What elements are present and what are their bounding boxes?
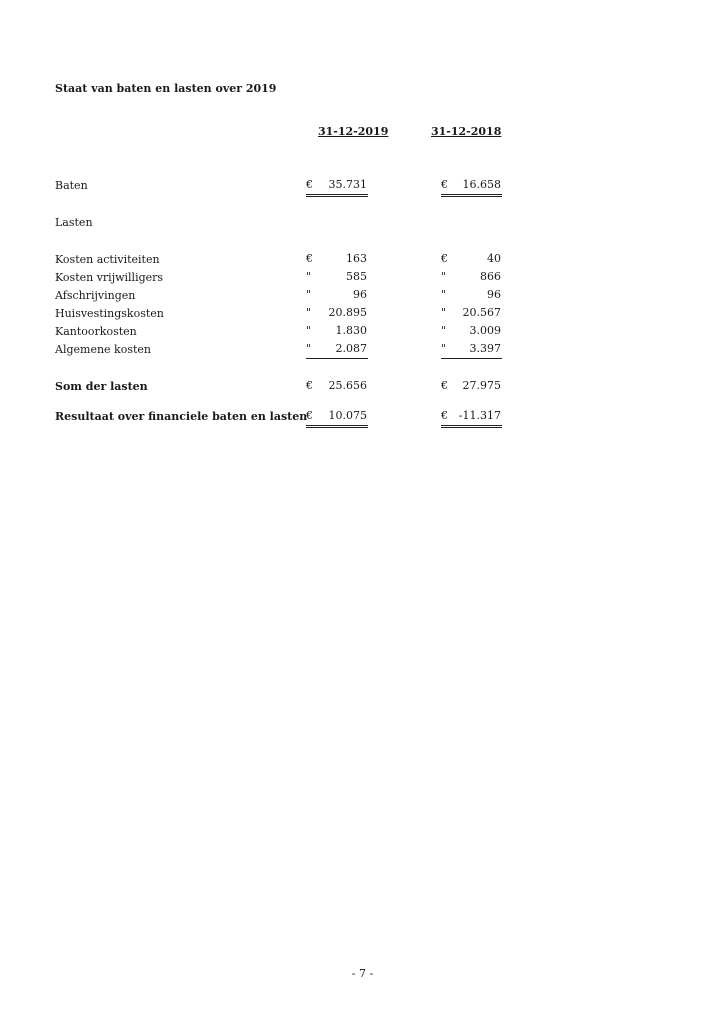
value-cell-2019 — [306, 379, 368, 395]
currency-symbol: € — [441, 409, 448, 422]
row-label: Som der lasten — [55, 380, 148, 393]
amount: 25.656 — [328, 379, 367, 392]
value-cell-2018 — [441, 252, 502, 268]
value-cell-2019 — [306, 252, 368, 268]
amount: 3.397 — [469, 342, 501, 355]
value-cell-2019 — [306, 324, 368, 340]
value-cell-2018 — [441, 288, 502, 304]
amount: 585 — [346, 270, 367, 283]
column-header-2018: 31-12-2018 — [431, 125, 502, 138]
currency-symbol: € — [441, 178, 448, 191]
value-cell-2018 — [441, 342, 502, 359]
amount: 2.087 — [335, 342, 367, 355]
row-label: Algemene kosten — [55, 343, 151, 356]
ditto-mark: " — [441, 324, 447, 337]
value-cell-2018 — [441, 270, 502, 286]
amount: 20.567 — [462, 306, 501, 319]
value-cell-2019 — [306, 178, 368, 197]
value-cell-2018 — [441, 379, 502, 395]
page-number: - 7 - — [351, 967, 374, 980]
currency-symbol: € — [306, 409, 313, 422]
row-label: Huisvestingskosten — [55, 307, 164, 320]
amount: 163 — [346, 252, 367, 265]
ditto-mark: " — [306, 324, 312, 337]
row-label: Kosten activiteiten — [55, 253, 160, 266]
value-cell-2019 — [306, 306, 368, 322]
amount: 35.731 — [328, 178, 367, 191]
currency-symbol: € — [441, 379, 448, 392]
row-label: Kosten vrijwilligers — [55, 271, 164, 284]
currency-symbol: € — [306, 178, 313, 191]
amount: 27.975 — [462, 379, 501, 392]
value-cell-2018 — [441, 409, 502, 428]
row-label: Baten — [55, 179, 88, 192]
amount: 10.075 — [328, 409, 367, 422]
ditto-mark: " — [441, 288, 447, 301]
value-cell-2018 — [441, 306, 502, 322]
row-label: Resultaat over financiele baten en lasten — [55, 410, 308, 423]
value-cell-2019 — [306, 342, 368, 359]
ditto-mark: " — [306, 306, 312, 319]
value-cell-2019 — [306, 288, 368, 304]
ditto-mark: " — [441, 306, 447, 319]
amount: 40 — [487, 252, 501, 265]
amount: 20.895 — [328, 306, 367, 319]
ditto-mark: " — [306, 342, 312, 355]
currency-symbol: € — [441, 252, 448, 265]
row-label: Afschrijvingen — [55, 289, 136, 302]
value-cell-2018 — [441, 324, 502, 340]
amount: 3.009 — [469, 324, 501, 337]
amount: 16.658 — [462, 178, 501, 191]
ditto-mark: " — [441, 342, 447, 355]
value-cell-2019 — [306, 409, 368, 428]
amount: 96 — [487, 288, 501, 301]
currency-symbol: € — [306, 379, 313, 392]
value-cell-2019 — [306, 270, 368, 286]
ditto-mark: " — [441, 270, 447, 283]
amount: 96 — [353, 288, 367, 301]
ditto-mark: " — [306, 270, 312, 283]
amount: 866 — [480, 270, 501, 283]
ditto-mark: " — [306, 288, 312, 301]
value-cell-2018 — [441, 178, 502, 197]
page-title: Staat van baten en lasten over 2019 — [55, 82, 277, 95]
column-header-2019: 31-12-2019 — [318, 125, 389, 138]
currency-symbol: € — [306, 252, 313, 265]
row-label: Kantoorkosten — [55, 325, 137, 338]
section-heading-lasten: Lasten — [55, 216, 93, 229]
amount: -11.317 — [458, 409, 501, 422]
amount: 1.830 — [335, 324, 367, 337]
